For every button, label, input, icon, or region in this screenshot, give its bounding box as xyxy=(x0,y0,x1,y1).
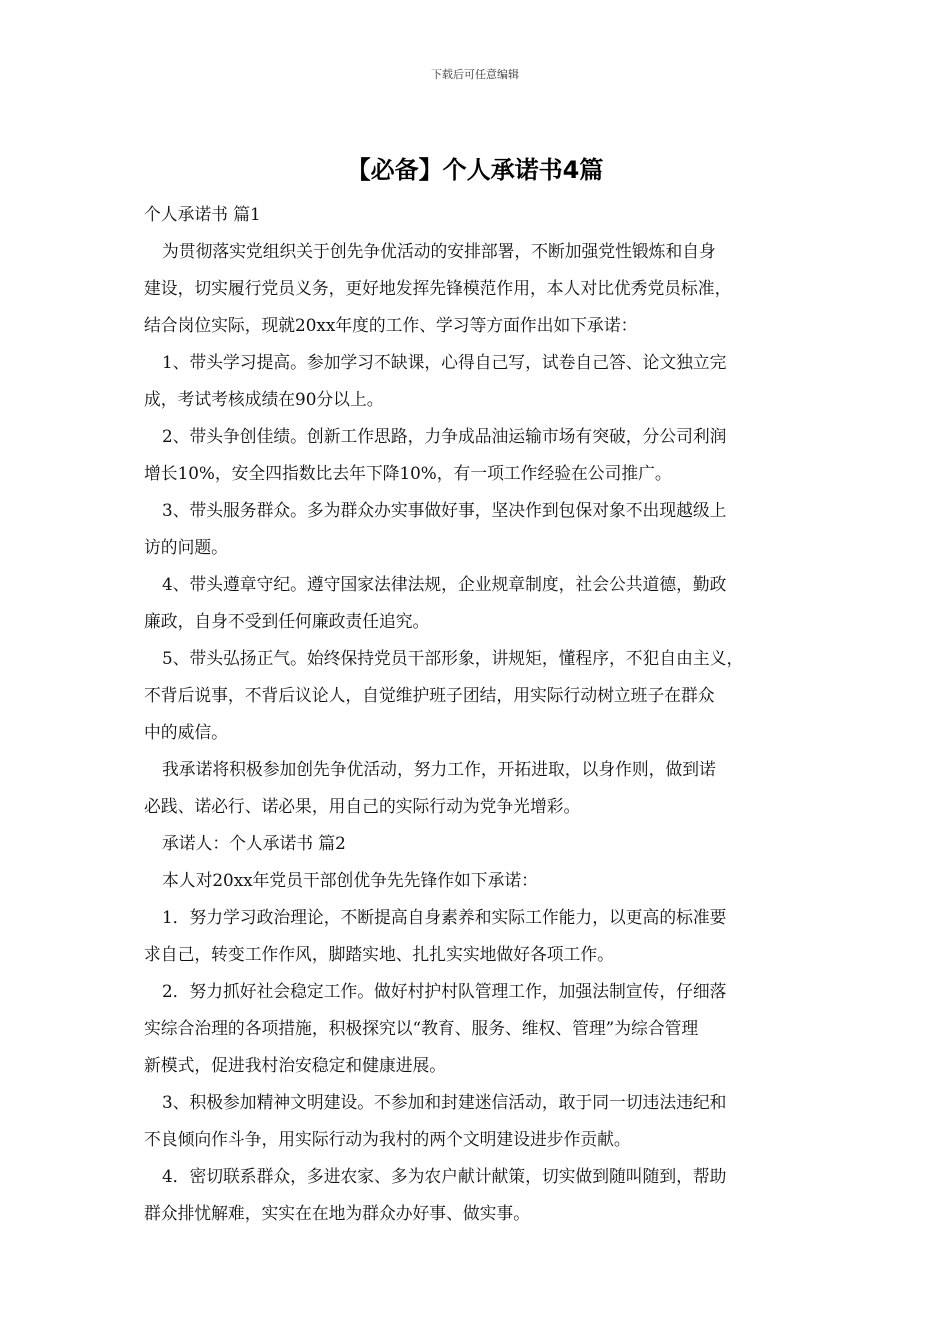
text-line: 1、带头学习提高。参加学习不缺课，心得自己写，试卷自己答、论文独立完 xyxy=(162,352,727,372)
document-title: 【必备】个人承诺书4篇 xyxy=(346,156,604,184)
text-line: 求自己，转变工作作风，脚踏实地、扎扎实实地做好各项工作。 xyxy=(144,944,614,964)
text-line: 1．努力学习政治理论，不断提高自身素养和实际工作能力，以更高的标准要 xyxy=(162,907,727,927)
text-line: 群众排忧解难，实实在在地为群众办好事、做实事。 xyxy=(144,1203,530,1223)
text-line: 中的威信。 xyxy=(144,722,228,742)
text-line: 廉政，自身不受到任何廉政责任追究。 xyxy=(144,611,430,631)
text-line: 不良倾向作斗争，用实际行动为我村的两个文明建设进步作贡献。 xyxy=(144,1129,631,1149)
document-body xyxy=(144,196,820,1232)
text-line: 3、积极参加精神文明建设。不参加和封建迷信活动，敢于同一切违法违纪和 xyxy=(162,1092,727,1112)
text-line: 为贯彻落实党组织关于创先争优活动的安排部署，不断加强党性锻炼和自身 xyxy=(162,241,716,261)
text-line: 建设，切实履行党员义务，更好地发挥先锋模范作用，本人对比优秀党员标准， xyxy=(144,278,732,298)
text-line: 5、带头弘扬正气。始终保持党员干部形象，讲规矩，懂程序，不犯自由主义， xyxy=(162,648,744,668)
text-line: 2、带头争创佳绩。创新工作思路，力争成品油运输市场有突破，分公司利润 xyxy=(162,426,727,446)
text-line: 个人承诺书 篇1 xyxy=(144,204,261,224)
text-line: 访的问题。 xyxy=(144,537,228,557)
text-line: 3、带头服务群众。多为群众办实事做好事，坚决作到包保对象不出现越级上 xyxy=(162,500,727,520)
text-line: 4．密切联系群众，多进农家、多为农户献计献策，切实做到随叫随到，帮助 xyxy=(162,1166,727,1186)
text-line: 本人对20xx年党员干部创优争先先锋作如下承诺： xyxy=(162,870,538,890)
text-line: 成，考试考核成绩在90分以上。 xyxy=(144,389,384,409)
text-line: 承诺人：个人承诺书 篇2 xyxy=(162,833,346,853)
text-line: 必践、诺必行、诺必果，用自己的实际行动为党争光增彩。 xyxy=(144,796,581,816)
text-line: 我承诺将积极参加创先争优活动，努力工作，开拓进取，以身作则，做到诺 xyxy=(162,759,716,779)
text-line: 不背后说事，不背后议论人，自觉维护班子团结，用实际行动树立班子在群众 xyxy=(144,685,715,705)
header-note: 下载后可任意编辑 xyxy=(431,68,519,81)
text-line: 结合岗位实际，现就20xx年度的工作、学习等方面作出如下承诺： xyxy=(144,315,638,335)
text-line: 实综合治理的各项措施，积极探究以“教育、服务、维权、管理”为综合管理 xyxy=(144,1018,699,1038)
text-line: 4、带头遵章守纪。遵守国家法律法规，企业规章制度，社会公共道德，勤政 xyxy=(162,574,727,594)
text-line: 2．努力抓好社会稳定工作。做好村护村队管理工作，加强法制宣传，仔细落 xyxy=(162,981,727,1001)
text-line: 新模式，促进我村治安稳定和健康进展。 xyxy=(144,1055,447,1075)
text-line: 增长10%，安全四指数比去年下降10%，有一项工作经验在公司推广。 xyxy=(144,463,672,483)
